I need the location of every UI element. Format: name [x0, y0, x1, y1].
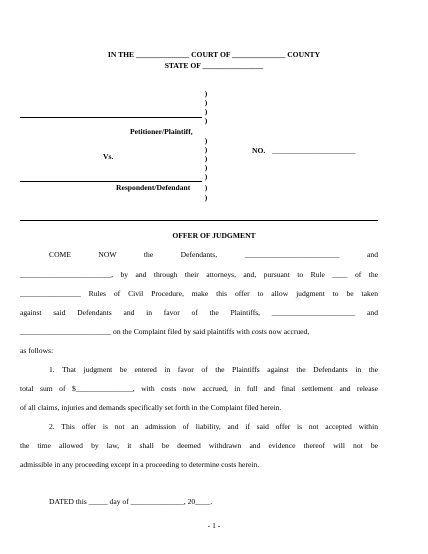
caption-paren: )	[204, 107, 208, 116]
body-line: of all claims, injuries and demands specifically set forth in the Complaint filed herein.	[20, 403, 282, 412]
caption-paren: )	[204, 98, 208, 107]
caption-paren: )	[204, 89, 208, 98]
state-heading: STATE OF ________________	[164, 61, 264, 70]
body-line: ________________ Rules of Civil Procedure, make this offer to allow judgment to be taken	[20, 289, 378, 298]
body-line: COME NOW the Defendants, _________________________ and	[49, 250, 378, 259]
body-line: the time allowed by law, it shall be deemed withdrawn and evidence thereof will not be	[20, 441, 378, 450]
petitioner-label: Petitioner/Plaintiff,	[130, 127, 193, 136]
caption-paren: )	[204, 163, 208, 172]
caption-paren: )	[204, 193, 208, 202]
body-line: 2. This offer is not an admission of liability, and if said offer is not accepted within	[49, 422, 378, 431]
body-line: against said Defendants and in favor of the Plaintiffs, ______________________ and	[20, 308, 378, 317]
respondent-label: Respondent/Defendant	[116, 183, 191, 192]
case-number-blank: ______________________	[272, 146, 356, 155]
caption-paren: )	[204, 116, 208, 125]
body-line: admissible in any proceeding except in a proceeding to determine costs herein.	[20, 460, 260, 469]
document-title: OFFER OF JUDGMENT	[172, 231, 256, 240]
case-number-label: NO.	[252, 146, 266, 155]
petitioner-name-line	[20, 117, 202, 118]
body-line: 1. That judgment be entered in favor of the Plaintiffs against the Defendants in the	[49, 365, 378, 374]
body-line: as follows:	[20, 346, 54, 355]
court-heading: IN THE ______________ COURT OF ______________ COUNTY	[107, 50, 321, 59]
dated-line: DATED this _____ day of ______________, 20____.	[49, 497, 213, 506]
page-number: - 1 -	[207, 521, 221, 530]
body-line: ________________________ on the Complaint filed by said plaintiffs with costs now accrued,	[20, 327, 310, 336]
caption-paren: )	[204, 145, 208, 154]
caption-divider	[20, 220, 378, 221]
caption-paren: )	[204, 172, 208, 181]
caption-paren: )	[204, 183, 208, 192]
respondent-name-line	[20, 181, 202, 182]
caption-paren: )	[204, 154, 208, 163]
body-line: ________________________, by and through their attorneys, and, pursuant to Rule ____ of the	[20, 270, 378, 279]
vs-label: Vs.	[103, 152, 114, 161]
caption-paren: )	[204, 136, 208, 145]
body-line: total sum of $_______________, with costs now accrued, in full and final settlement and release	[20, 384, 378, 393]
